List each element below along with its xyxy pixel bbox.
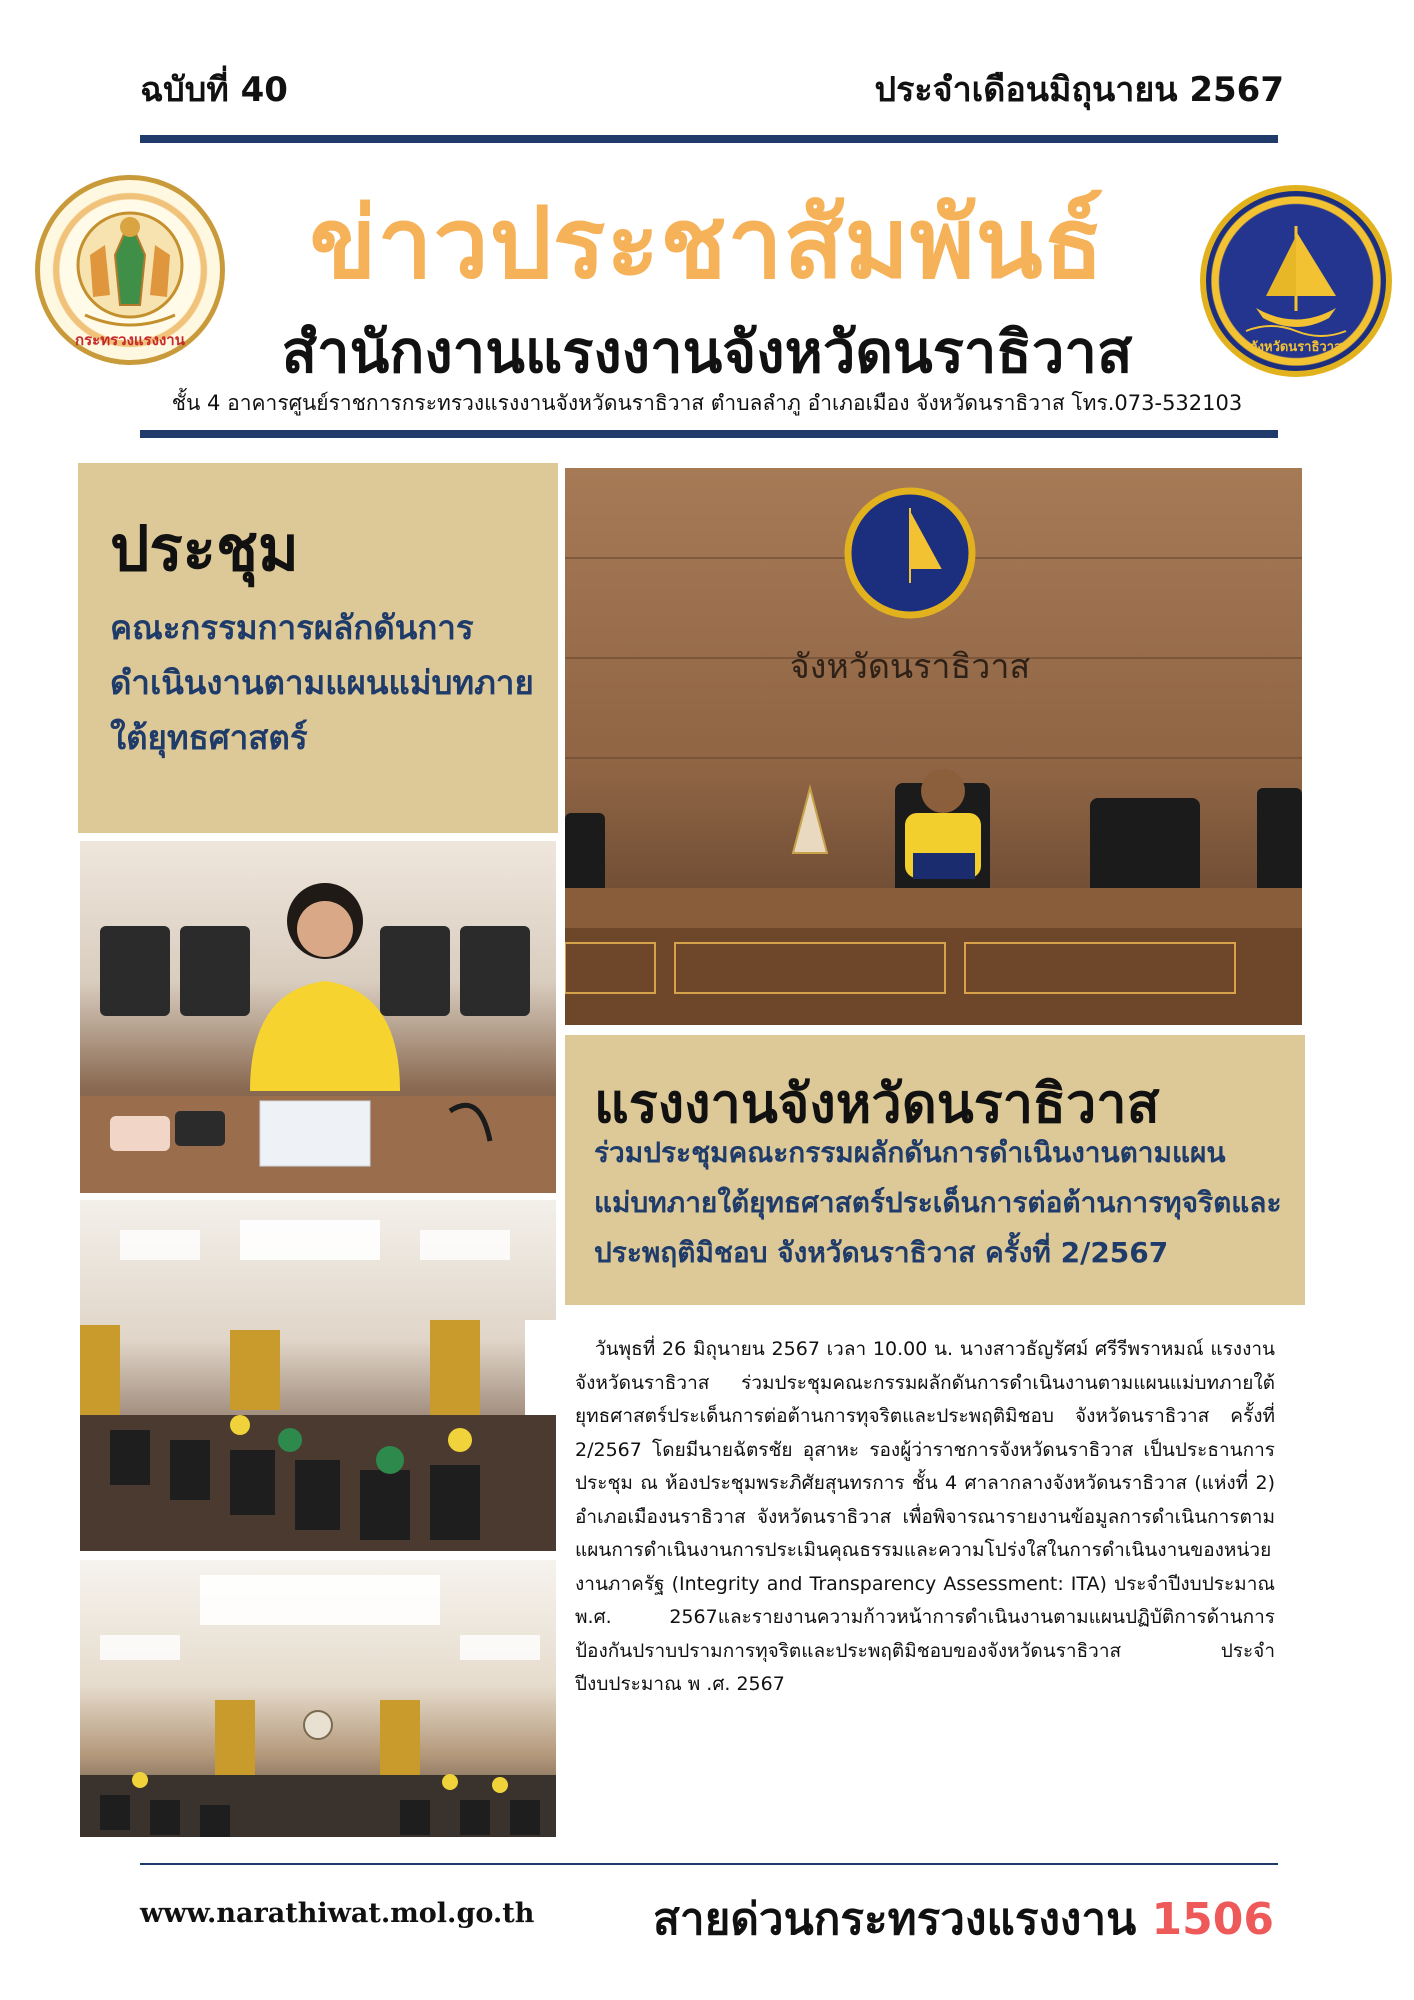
headline-title: แรงงานจังหวัดนราธิวาส xyxy=(594,1072,1160,1135)
hotline-label: สายด่วนกระทรวงแรงงาน xyxy=(653,1894,1137,1945)
svg-text:จังหวัดนราธิวาส: จังหวัดนราธิวาส xyxy=(1250,340,1342,355)
main-meeting-photo xyxy=(565,468,1302,1025)
issue-month: ประจำเดือนมิถุนายน 2567 xyxy=(874,70,1284,110)
wall-sign: จังหวัดนราธิวาส xyxy=(789,647,1031,687)
office-name: สำนักงานแรงงานจังหวัดนราธิวาส xyxy=(281,318,1133,386)
footer-rule xyxy=(140,1863,1278,1865)
hotline xyxy=(653,1884,1274,1954)
province-seal-icon xyxy=(1211,196,1381,366)
headline-subtitle: ร่วมประชุมคณะกรรมผลักดันการดำเนินงานตามแผนแม่บทภายใต้ยุทธศาสตร์ประเด็นการต่อต้านการทุจริตและประพฤติมิชอบ จังหวัดนราธิวาส ครั้งที่ 2/2567 xyxy=(594,1136,1282,1269)
meeting-description: คณะกรรมการผลักดันการดำเนินงานตามแผนแม่บทภายใต้ยุทธศาสตร์ xyxy=(110,608,534,757)
meeting-title: ประชุม xyxy=(110,512,299,585)
header-rule-bottom xyxy=(140,430,1278,438)
page-title: ข่าวประชาสัมพันธ์ xyxy=(309,187,1105,301)
hotline-number: 1506 xyxy=(1151,1894,1274,1945)
meeting-room-photo-2 xyxy=(80,1560,556,1837)
officer-seated-illustration xyxy=(80,841,556,1193)
meeting-room-hall-illustration xyxy=(80,1560,556,1837)
labour-officer-photo xyxy=(80,841,556,1193)
website-link[interactable]: www.narathiwat.mol.go.th xyxy=(140,1898,535,1929)
meeting-room-illustration xyxy=(565,468,1302,1025)
meeting-room-wide-illustration xyxy=(80,1200,556,1551)
meeting-room-photo-1 xyxy=(80,1200,556,1551)
article-body: วันพุธที่ 26 มิถุนายน 2567 เวลา 10.00 น. นางสาวธัญรัศม์ ศรีรีพราหมณ์ แรงงานจังหวัดนราธิวาส ร่วมประชุมคณะกรรมผลักดันการดำเนินงานตามแผนแม่บทภายใต้ยุทธศาสตร์ประเด็นการต่อต้านการทุจริตและประพฤติมิชอบ จังหวัดนราธิวาส ครั้งที่ 2/2567 โดยมีนายฉัตรชัย อุสาหะ รองผู้ว่าราชการจังหวัดนราธิวาส เป็นประธานการประชุม ณ ห้องประชุมพระภิศัยสุนทรการ ชั้น 4 ศาลากลางจังหวัดนราธิวาส (แห่งที่ 2) อำเภอเมืองนราธิวาส จังหวัดนราธิวาส เพื่อพิจารณารายงานข้อมูลการดำเนินการตามแผนการดำเนินงานการประเมินคุณธรรมและความโปร่งใสในการดำเนินงานของหน่วยงานภาครัฐ (Integrity and Transparency Assessment: ITA) ประจำปีงบประมาณ พ.ศ. 2567และรายงานความก้าวหน้าการดำเนินงานตามแผนปฏิบัติการด้านการป้องกันปราบปรามการทุจริตและประพฤติมิชอบของจังหวัดนราธิวาส ประจำปีงบประมาณ พ .ศ. 2567 xyxy=(575,1338,1275,1695)
narathiwat-province-seal xyxy=(1200,185,1392,377)
issue-number: ฉบับที่ 40 xyxy=(140,70,288,110)
svg-text:กระทรวงแรงงาน: กระทรวงแรงงาน xyxy=(75,331,185,349)
office-address: ชั้น 4 อาคารศูนย์ราชการกระทรวงแรงงานจังหวัดนราธิวาส ตำบลลำภู อำเภอเมือง จังหวัดนราธิวาส โทร.073-532103 xyxy=(171,391,1243,415)
header-rule-top xyxy=(140,135,1278,143)
